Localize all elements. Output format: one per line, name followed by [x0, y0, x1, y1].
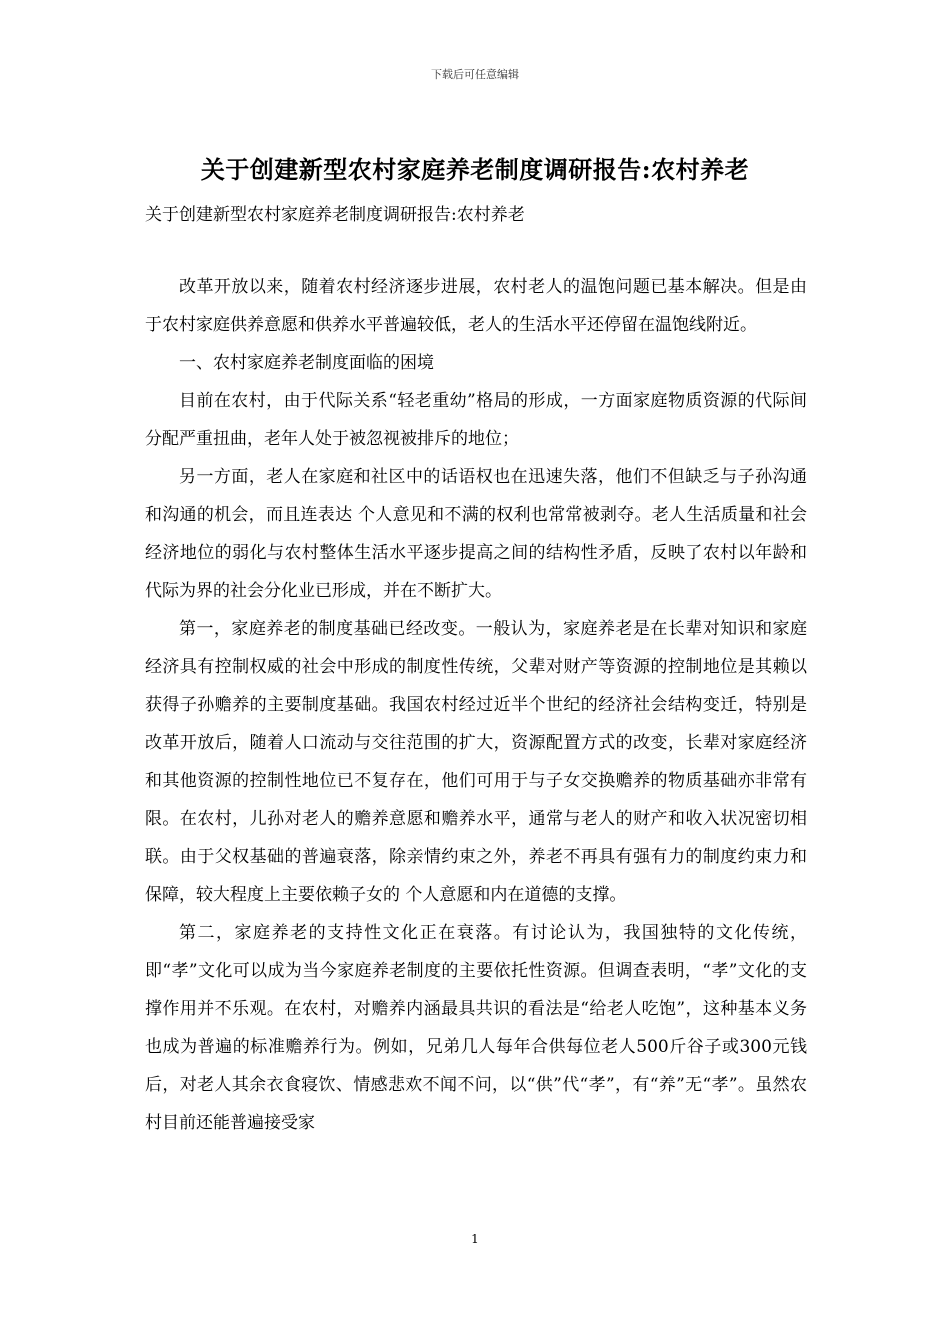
document-body — [145, 268, 807, 1142]
page-header-note: 下载后可任意编辑 — [431, 68, 519, 81]
section-heading-1: 一、农村家庭养老制度面临的困境 — [179, 353, 434, 373]
body-paragraph-intro: 改革开放以来，随着农村经济逐步进展，农村老人的温饱问题已基本解决。但是由于农村家庭供养意愿和供养水平普遍较低，老人的生活水平还停留在温饱线附近。 — [145, 277, 807, 335]
body-paragraph: 目前在农村，由于代际关系“轻老重幼”格局的形成，一方面家庭物质资源的代际间分配严重扭曲，老年人处于被忽视被排斥的地位； — [145, 391, 807, 449]
body-paragraph: 第二，家庭养老的支持性文化正在衰落。有讨论认为，我国独特的文化传统，即“孝”文化可以成为当今家庭养老制度的主要依托性资源。但调查表明，“孝”文化的支撑作用并不乐观。在农村，对赡养内涵最具共识的看法是“给老人吃饱”，这种基本义务也成为普遍的标准赡养行为。例如，兄弟几人每年合供每位老人500斤谷子或300元钱后，对老人其余衣食寝饮、情感悲欢不闻不问，以“供”代“孝”，有“养”无“孝”。虽然农村目前还能普遍接受家 — [145, 923, 807, 1133]
page-number: 1 — [471, 1232, 479, 1246]
body-paragraph: 另一方面，老人在家庭和社区中的话语权也在迅速失落，他们不但缺乏与子孙沟通和沟通的机会，而且连表达 个人意见和不满的权利也常常被剥夺。老人生活质量和社会经济地位的弱化与农村整体生活水平逐步提高之间的结构性矛盾，反映了农村以年龄和代际为界的社会分化业已形成，并在不断扩大。 — [145, 467, 807, 601]
document-subtitle: 关于创建新型农村家庭养老制度调研报告:农村养老 — [145, 205, 525, 225]
document-title: 关于创建新型农村家庭养老制度调研报告:农村养老 — [200, 155, 750, 184]
body-paragraph: 第一，家庭养老的制度基础已经改变。一般认为，家庭养老是在长辈对知识和家庭经济具有控制权威的社会中形成的制度性传统，父辈对财产等资源的控制地位是其赖以获得子孙赡养的主要制度基础。我国农村经过近半个世纪的经济社会结构变迁，特别是改革开放后，随着人口流动与交往范围的扩大，资源配置方式的改变，长辈对家庭经济和其他资源的控制性地位已不复存在，他们可用于与子女交换赡养的物质基础亦非常有限。在农村，儿孙对老人的赡养意愿和赡养水平，通常与老人的财产和收入状况密切相联。由于父权基础的普遍衰落，除亲情约束之外，养老不再具有强有力的制度约束力和保障，较大程度上主要依赖子女的 个人意愿和内在道德的支撑。 — [145, 619, 807, 905]
